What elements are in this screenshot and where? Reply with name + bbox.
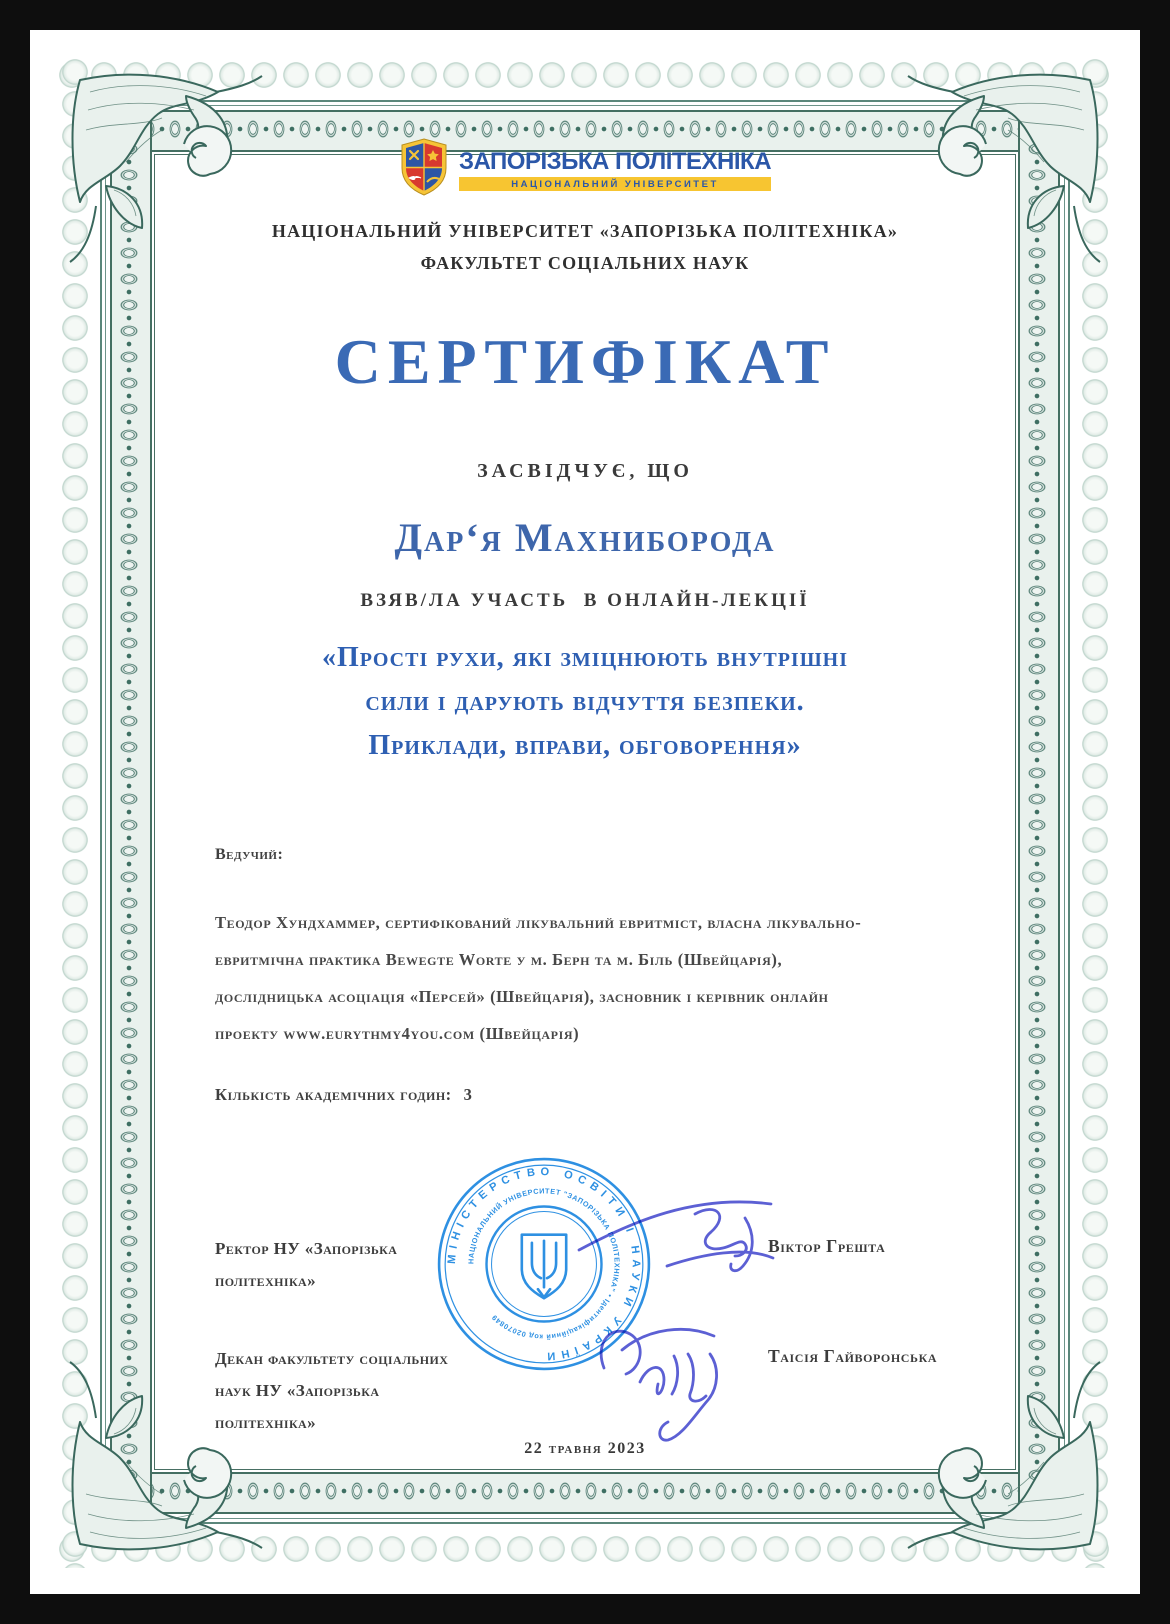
rector-role-line: політехніка» xyxy=(215,1271,317,1290)
faculty-name: ФАКУЛЬТЕТ СОЦІАЛЬНИХ НАУК xyxy=(420,253,750,273)
academic-hours-line xyxy=(215,1085,472,1105)
university-shield-icon xyxy=(399,138,449,201)
host-label: Ведучий: xyxy=(215,846,284,863)
dean-signature xyxy=(582,1298,762,1453)
university-logo xyxy=(30,138,1140,201)
border-scallop-band-right xyxy=(1076,56,1114,1568)
trident-icon xyxy=(522,1235,566,1299)
logo-subtitle-band: НАЦІОНАЛЬНИЙ УНІВЕРСИТЕТ xyxy=(459,177,771,191)
dean-role-line: наук НУ «Запорізька xyxy=(215,1381,380,1400)
logo-title: ЗАПОРІЗЬКА ПОЛІТЕХНІКА xyxy=(458,147,772,175)
host-description: Теодор Хундхаммер, сертифікований лікувальний евритміст, власна лікувально-евритмічна практика Bewegte Worte у м. Берн та м. Біль (Швейцарія), дослідницька асоціація «Персей» (Швейцарія), засновник і керівник онлайн проекту www.eurythmy4you.com (Швейцарія) xyxy=(215,913,862,1043)
participation-line: ВЗЯВ/ЛА УЧАСТЬ В ОНЛАЙН-ЛЕКЦІЇ xyxy=(360,590,810,611)
university-name: НАЦІОНАЛЬНИЙ УНІВЕРСИТЕТ «ЗАПОРІЗЬКА ПОЛІТЕХНІКА» xyxy=(271,221,899,241)
border-oval-band-right xyxy=(1018,110,1060,1514)
border-scallop-band-left xyxy=(56,56,94,1568)
stamp-inner-ring-text: НАЦІОНАЛЬНИЙ УНІВЕРСИТЕТ "ЗАПОРІЗЬКА ПОЛІТЕХНІКА" • Ідентифікаційний код 02070849 xyxy=(466,1186,622,1342)
border-oval-band-left xyxy=(110,110,152,1514)
certificate-page xyxy=(30,30,1140,1594)
stamp-outer-ring-text: МІНІСТЕРСТВО ОСВІТИ І НАУКИ УКРАЇНИ xyxy=(445,1166,642,1362)
dean-role xyxy=(215,1343,448,1439)
lecture-title xyxy=(30,636,1140,768)
dean-name: Таісія Гайворонська xyxy=(768,1346,938,1366)
certifies-line: ЗАСВІДЧУЄ, ЩО xyxy=(477,460,693,482)
rector-role-line: Ректор НУ «Запорізька xyxy=(215,1239,398,1258)
certificate-title: СЕРТИФІКАТ xyxy=(334,326,836,397)
lecture-title-line: «Прості рухи, які зміцнюють внутрішні xyxy=(321,642,849,673)
dean-role-line: Декан факультету соціальних xyxy=(215,1349,449,1368)
lecture-title-line: Приклади, вправи, обговорення» xyxy=(368,730,802,761)
corner-flourish-icon xyxy=(904,1358,1104,1558)
logo-text-block xyxy=(459,149,771,191)
rector-name: Віктор Грешта xyxy=(768,1236,886,1256)
dean-role-line: політехніка» xyxy=(215,1413,317,1432)
rector-role xyxy=(215,1233,397,1297)
recipient-name: Дар‘я Махниборода xyxy=(394,515,776,560)
lecture-title-line: сили і дарують відчуття безпеки. xyxy=(365,686,805,717)
issue-date: 22 травня 2023 xyxy=(524,1440,646,1457)
academic-hours-value: 3 xyxy=(463,1085,473,1104)
academic-hours-label: Кількість академічних годин: xyxy=(215,1085,452,1104)
